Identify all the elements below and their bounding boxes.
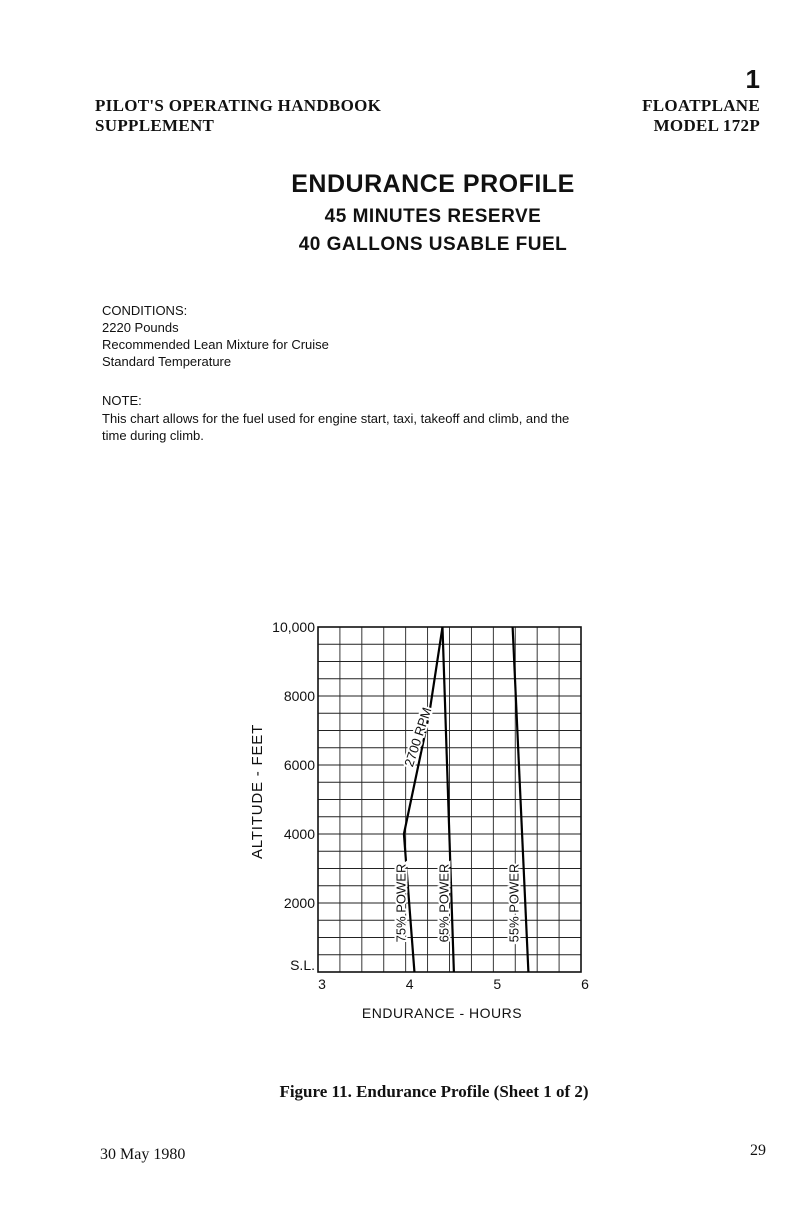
note-line: This chart allows for the fuel used for engine start, taxi, takeoff and climb, and the	[102, 411, 570, 426]
y-tick-label: 8000	[283, 688, 315, 704]
chart-title: ENDURANCE PROFILE	[291, 170, 575, 198]
condition-item: Recommended Lean Mixture for Cruise	[102, 337, 329, 352]
condition-item: Standard Temperature	[102, 354, 232, 369]
page-number: 29	[750, 1142, 766, 1159]
x-tick-label: 3	[318, 976, 326, 992]
y-tick-label: 4000	[283, 826, 315, 842]
footer-date: 30 May 1980	[100, 1146, 186, 1163]
x-tick-label: 5	[493, 976, 502, 992]
header-left-line2: SUPPLEMENT	[95, 116, 215, 135]
y-tick-label: S.L.	[290, 957, 315, 973]
x-axis-title: ENDURANCE - HOURS	[361, 1005, 523, 1021]
y-tick-label: 6000	[283, 757, 315, 773]
y-tick-label: 10,000	[272, 619, 315, 635]
chart-subtitle-fuel: 40 GALLONS USABLE FUEL	[298, 234, 568, 255]
condition-item: 2220 Pounds	[102, 320, 179, 335]
series-label: 2700 RPM	[401, 705, 435, 769]
x-tick-label: 4	[405, 976, 414, 992]
section-number: 1	[745, 64, 760, 94]
header-right-line2: MODEL 172P	[653, 116, 760, 135]
y-tick-label: 2000	[283, 895, 315, 911]
header-left-line1: PILOT'S OPERATING HANDBOOK	[95, 96, 382, 115]
header-right-line1: FLOATPLANE	[642, 96, 760, 115]
conditions-heading: CONDITIONS:	[102, 303, 188, 318]
note-heading: NOTE:	[102, 393, 142, 408]
series-label: 75% POWER	[393, 863, 409, 943]
note-line: time during climb.	[102, 428, 204, 443]
figure-caption: Figure 11. Endurance Profile (Sheet 1 of 2)	[279, 1082, 589, 1101]
series-label: 55% POWER	[506, 863, 522, 943]
series-label: 65% POWER	[436, 863, 452, 943]
chart-subtitle-reserve: 45 MINUTES RESERVE	[324, 206, 542, 227]
x-tick-label: 6	[581, 976, 589, 992]
y-axis-title: ALTITUDE - FEET	[249, 723, 266, 860]
